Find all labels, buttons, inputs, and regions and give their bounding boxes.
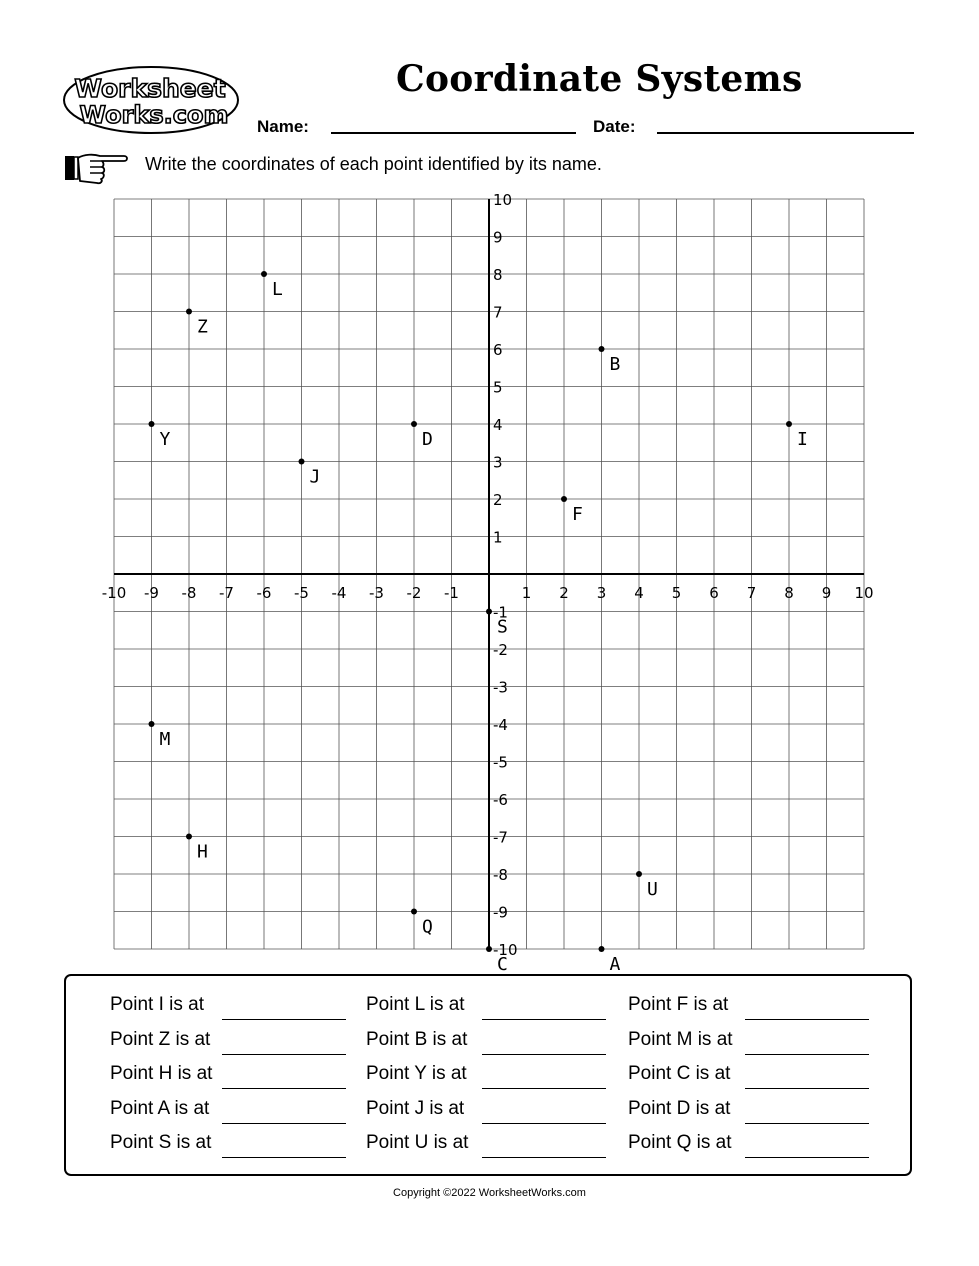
point-b-marker	[599, 346, 605, 352]
point-m-marker	[149, 721, 155, 727]
point-f-label: F	[572, 504, 583, 525]
x-tick-label: 3	[596, 584, 607, 602]
answer-label: Point S is at	[110, 1132, 212, 1153]
y-tick-label: 10	[493, 191, 513, 209]
point-q-marker	[411, 909, 417, 915]
y-tick-label: -8	[493, 866, 508, 884]
y-tick-label: -4	[493, 716, 508, 734]
point-c-marker	[486, 946, 492, 952]
y-tick-label: -2	[493, 641, 508, 659]
point-z-marker	[186, 309, 192, 315]
answer-label: Point L is at	[366, 994, 465, 1015]
x-tick-label: 10	[854, 584, 874, 602]
y-tick-label: -5	[493, 753, 508, 772]
x-tick-label: -5	[294, 584, 309, 602]
x-tick-label: 1	[521, 584, 532, 602]
date-label: Date:	[593, 117, 636, 136]
copyright-text: Copyright ©2022 WorksheetWorks.com	[393, 1187, 586, 1199]
point-a-marker	[599, 946, 605, 952]
x-tick-label: -4	[331, 584, 347, 602]
point-m-label: M	[159, 729, 171, 750]
y-tick-label: -7	[493, 828, 508, 847]
answer-blank[interactable]	[482, 1019, 606, 1020]
instructions-text: Write the coordinates of each point identified by its name.	[145, 154, 602, 174]
answer-blank[interactable]	[745, 1157, 869, 1158]
y-tick-label: 1	[493, 528, 503, 547]
point-y-marker	[149, 421, 155, 427]
x-tick-label: -3	[369, 584, 384, 602]
point-l-label: L	[272, 279, 283, 300]
x-tick-label: 5	[671, 584, 682, 602]
point-i-marker	[786, 421, 792, 427]
point-d-label: D	[422, 429, 433, 450]
answer-blank[interactable]	[222, 1123, 346, 1124]
answer-blank[interactable]	[482, 1123, 606, 1124]
x-tick-label: -6	[256, 584, 272, 602]
answer-blank[interactable]	[745, 1123, 869, 1124]
answer-blank[interactable]	[222, 1088, 346, 1089]
point-s-label: S	[497, 616, 508, 638]
answer-label: Point I is at	[110, 994, 204, 1015]
y-tick-label: 3	[493, 453, 503, 472]
y-tick-label: 4	[493, 416, 503, 434]
point-u-marker	[636, 871, 642, 877]
x-tick-label: -9	[144, 584, 159, 602]
answer-blank[interactable]	[222, 1019, 346, 1020]
x-tick-label: -2	[406, 584, 422, 602]
answer-label: Point Y is at	[366, 1063, 467, 1084]
y-tick-label: -10	[493, 941, 518, 959]
point-q-label: Q	[422, 916, 433, 938]
answer-label: Point D is at	[628, 1097, 731, 1119]
x-tick-label: 7	[746, 584, 757, 602]
logo-text-line1: Worksheet	[74, 74, 226, 103]
answer-label: Point M is at	[628, 1028, 733, 1050]
page-title: Coordinate Systems	[396, 58, 803, 100]
x-tick-label: -8	[181, 584, 197, 602]
answer-label: Point B is at	[366, 1028, 468, 1050]
answer-blank[interactable]	[482, 1054, 606, 1055]
x-tick-label: -7	[219, 584, 234, 602]
x-tick-label: 2	[559, 584, 569, 602]
y-tick-label: -9	[493, 903, 508, 922]
answer-label: Point A is at	[110, 1097, 210, 1119]
answer-label: Point U is at	[366, 1132, 469, 1153]
answer-label: Point C is at	[628, 1063, 731, 1084]
point-f-marker	[561, 496, 567, 502]
y-tick-label: 9	[493, 228, 503, 247]
y-tick-label: 8	[493, 266, 503, 284]
y-tick-label: 6	[493, 341, 503, 359]
answer-blank[interactable]	[745, 1019, 869, 1020]
answer-label: Point J is at	[366, 1097, 465, 1119]
point-z-label: Z	[197, 316, 208, 338]
y-tick-label: 2	[493, 491, 503, 509]
x-tick-label: -1	[444, 584, 459, 602]
point-j-marker	[299, 459, 305, 465]
y-tick-label: -6	[493, 791, 508, 809]
point-b-label: B	[609, 354, 621, 375]
answer-blank[interactable]	[222, 1157, 346, 1158]
x-tick-label: 4	[634, 584, 644, 602]
answer-blank[interactable]	[482, 1088, 606, 1089]
point-d-marker	[411, 421, 417, 427]
answer-blank[interactable]	[745, 1054, 869, 1055]
x-tick-label: 6	[709, 584, 719, 602]
point-a-label: A	[609, 954, 621, 975]
x-tick-label: 8	[784, 584, 794, 602]
y-tick-label: -1	[493, 603, 508, 622]
y-tick-label: 7	[493, 303, 503, 322]
x-tick-label: -10	[101, 584, 127, 602]
answer-label: Point Q is at	[628, 1132, 732, 1153]
point-j-label: J	[309, 466, 321, 488]
y-tick-label: -3	[493, 678, 508, 697]
point-i-label: I	[797, 429, 808, 450]
name-label: Name:	[257, 117, 309, 136]
answer-blank[interactable]	[745, 1088, 869, 1089]
logo-text-line2: Works.com	[79, 101, 229, 129]
point-c-label: C	[497, 954, 508, 975]
x-tick-labels	[102, 584, 874, 602]
y-tick-label: 5	[493, 378, 503, 397]
answer-label: Point F is at	[628, 994, 729, 1015]
point-l-marker	[261, 271, 267, 277]
answer-label: Point H is at	[110, 1063, 213, 1084]
x-tick-label: 9	[821, 584, 832, 602]
point-s-marker	[486, 609, 492, 615]
point-h-label: H	[197, 841, 208, 863]
answer-blank[interactable]	[222, 1054, 346, 1055]
point-u-label: U	[647, 879, 658, 900]
answer-label: Point Z is at	[110, 1028, 211, 1050]
answer-blank[interactable]	[482, 1157, 606, 1158]
point-y-label: Y	[159, 429, 171, 450]
plotted-points	[149, 271, 808, 975]
point-h-marker	[186, 834, 192, 840]
